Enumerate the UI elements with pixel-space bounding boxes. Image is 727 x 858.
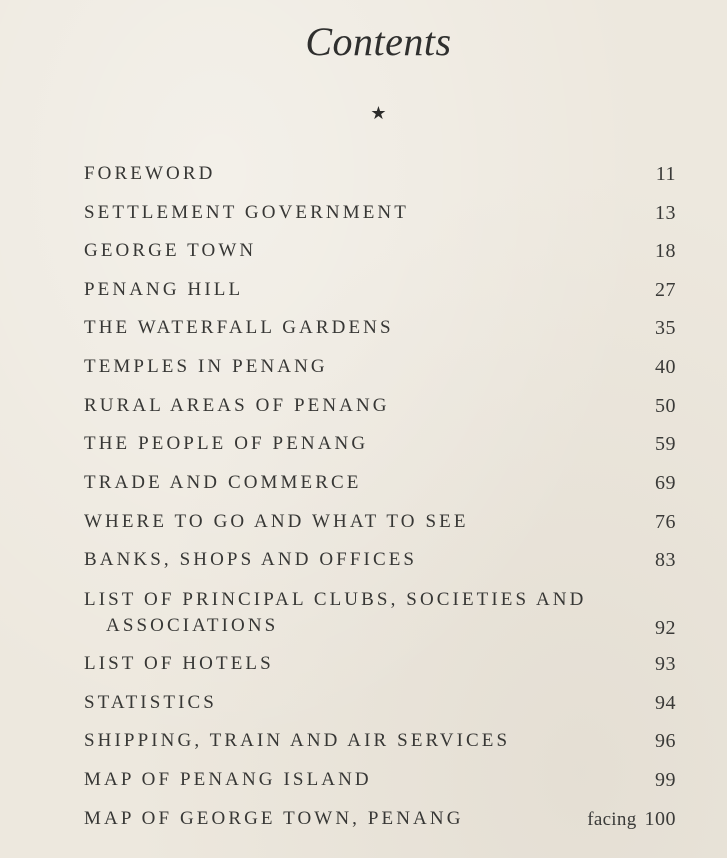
- toc-entry-label: TEMPLES IN PENANG: [84, 356, 328, 377]
- toc-entry-label: STATISTICS: [84, 692, 217, 713]
- toc-entry-label: WHERE TO GO AND WHAT TO SEE: [84, 511, 469, 532]
- toc-entry-label: RURAL AREAS OF PENANG: [84, 395, 390, 416]
- toc-entry-label: LIST OF PRINCIPAL CLUBS, SOCIETIES AND: [84, 589, 587, 610]
- star-ornament-icon: ★: [370, 103, 387, 123]
- toc-entry-label: MAP OF GEORGE TOWN, PENANG: [84, 808, 464, 829]
- toc-entry-page: 50: [655, 395, 676, 417]
- toc-entry-page: 40: [655, 356, 676, 378]
- toc-entry-label: MAP OF PENANG ISLAND: [84, 769, 372, 790]
- toc-entry-label: THE PEOPLE OF PENANG: [84, 433, 369, 454]
- toc-entry-page: 59: [655, 433, 676, 455]
- toc-entry-page: 92: [655, 617, 676, 639]
- toc-entry-label: BANKS, SHOPS AND OFFICES: [84, 549, 418, 570]
- toc-entry-page: 94: [655, 692, 676, 714]
- toc-entry-page: 69: [655, 472, 676, 494]
- toc-entry-page: 93: [655, 653, 676, 675]
- toc-entry-label: TRADE AND COMMERCE: [84, 472, 362, 493]
- toc-entry-page: 13: [655, 202, 676, 224]
- toc-entry-page: 96: [655, 730, 676, 752]
- toc-entry-label: SHIPPING, TRAIN AND AIR SERVICES: [84, 730, 511, 751]
- toc-entry-label: PENANG HILL: [84, 279, 244, 300]
- toc-entry-page: 11: [655, 163, 676, 185]
- toc-entry-label-continued: ASSOCIATIONS: [106, 615, 279, 636]
- toc-entry-label: GEORGE TOWN: [84, 240, 257, 261]
- toc-entry-page: 76: [655, 511, 676, 533]
- toc-entry-page: 83: [655, 549, 676, 571]
- toc-entry-label: LIST OF HOTELS: [84, 653, 274, 674]
- toc-entry-label: THE WATERFALL GARDENS: [84, 317, 394, 338]
- toc-entry-page: 35: [655, 317, 676, 339]
- toc-entry-label: FOREWORD: [84, 163, 216, 184]
- toc-entry-page: 27: [655, 279, 676, 301]
- toc-entry-page-facing: [587, 808, 676, 831]
- toc-entry-page: 18: [655, 240, 676, 262]
- page-title: Contents: [305, 19, 452, 64]
- facing-prefix: facing: [587, 809, 637, 830]
- toc-entry-label: SETTLEMENT GOVERNMENT: [84, 202, 409, 223]
- toc-entry-page: 100: [644, 808, 676, 830]
- toc-entry-page: 99: [655, 769, 676, 791]
